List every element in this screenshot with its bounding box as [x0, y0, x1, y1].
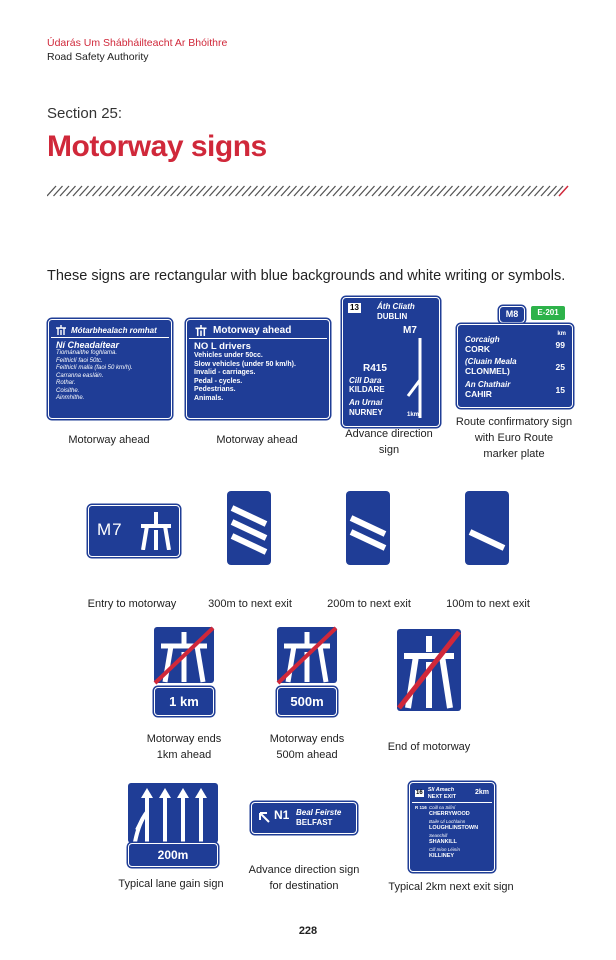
distance-plate: 500m — [278, 688, 336, 715]
countdown-100m-sign — [464, 490, 510, 566]
dest-irish: (Cluain Meala — [465, 357, 517, 366]
caption-destination — [236, 862, 372, 894]
sign-text-line: Feithiclí malla (faoi 50 km/h). — [56, 365, 133, 371]
dest-name: SHANKILL — [429, 838, 457, 845]
dest-name: KILLINEY — [429, 852, 455, 859]
motorway-symbol-icon — [139, 512, 173, 550]
page-number: 228 — [298, 925, 318, 937]
sign-line1: NO L drivers — [194, 341, 251, 352]
route-label: N1 — [274, 808, 290, 822]
route-confirmatory-sign — [458, 325, 572, 407]
caption-ends-1km — [124, 731, 244, 763]
dest-name: CORK — [465, 343, 491, 354]
caption-line: 1km ahead — [156, 749, 212, 761]
sign-text-line: Pedal - cycles. — [194, 377, 243, 385]
motorway-ahead-english-sign — [187, 320, 329, 418]
caption-line: 500m ahead — [276, 749, 338, 761]
dest-irish: Seanchill — [429, 833, 448, 838]
motorway-ahead-irish-sign — [49, 320, 171, 418]
entry-motorway-sign — [89, 506, 179, 556]
sign-text-line: Invalid - carriages. — [194, 369, 256, 376]
motorway-end-symbol-icon — [276, 626, 338, 686]
motorway-icon — [194, 325, 208, 336]
sign-text-line: Carranna easláin. — [56, 372, 104, 379]
dest-irish: An Chathair — [465, 380, 511, 389]
header-english: Road Safety Authority — [47, 51, 149, 63]
exit-destination — [429, 847, 478, 859]
caption-line: Motorway ends — [146, 733, 222, 745]
junction-number: 13 — [350, 303, 359, 312]
sign-header: Mótarbhealach romhat — [71, 325, 157, 335]
dest-name: BELFAST — [296, 818, 333, 827]
dest-distance: 15 — [555, 385, 565, 395]
motorway-end-symbol-icon — [153, 626, 215, 686]
euro-route-plate: E-201 — [531, 306, 565, 320]
caption-line: Route confirmatory sign — [455, 416, 573, 428]
sign-lines — [194, 352, 322, 403]
sign-text-line: Tiománaithe foghlama. — [56, 350, 117, 356]
exit-destination — [429, 805, 478, 817]
dest3-irish: An Urnaí — [349, 398, 383, 407]
caption-100m: 100m to next exit — [446, 598, 530, 610]
sign-text-line: Ainmhithe. — [56, 395, 85, 401]
caption-line: marker plate — [483, 448, 545, 460]
destination-sign — [252, 803, 356, 833]
destination-row — [465, 335, 565, 354]
motorway-icon — [55, 325, 67, 335]
caption-line: Advance direction sign — [248, 864, 360, 876]
countdown-200m-sign — [345, 490, 391, 566]
exit-destination — [429, 819, 478, 831]
dest-distance: 25 — [555, 362, 565, 372]
section-label: Section 25: — [47, 105, 123, 122]
branch-arrow-icon — [405, 338, 435, 418]
dest-name: LOUGHLINSTOWN — [429, 824, 479, 831]
caption-motorway-ahead-1: Motorway ahead — [68, 434, 150, 446]
lane-gain-arrows-icon — [127, 782, 219, 844]
dest1-irish: Áth Cliath — [377, 302, 415, 311]
dest-irish: Beal Feirste — [296, 808, 342, 817]
exit-destination — [429, 833, 478, 845]
intro-text: These signs are rectangular with blue backgrounds and white writing or symbols. — [47, 268, 566, 284]
caption-lane-gain: Typical lane gain sign — [118, 878, 224, 890]
sign-text-line: Rothar. — [56, 380, 76, 386]
dest1: DUBLIN — [377, 312, 408, 321]
caption-end-of-motorway: End of motorway — [387, 741, 471, 753]
dest-irish: Corcaigh — [465, 335, 500, 344]
motorway-ends-1km-sign — [153, 626, 215, 718]
end-of-motorway-sign — [396, 628, 462, 712]
sign-text-line: Vehicles under 50cc. — [194, 352, 263, 359]
page-title: Motorway signs — [47, 130, 267, 163]
dest2: KILDARE — [349, 385, 385, 394]
motorway-ends-500m-sign — [276, 626, 338, 718]
distance-plate: 1 km — [155, 688, 213, 715]
countdown-300m-sign — [226, 490, 272, 566]
advance-direction-sign — [343, 298, 439, 426]
sign-text-line: Animals. — [194, 394, 224, 402]
next-exit-2km-sign — [410, 783, 494, 871]
caption-300m: 300m to next exit — [208, 598, 292, 610]
caption-motorway-ahead-2: Motorway ahead — [216, 434, 298, 446]
dest3: NURNEY — [349, 408, 383, 417]
caption-line: Advance direction — [345, 428, 433, 440]
dest-irish: Cill Iníon Léinín — [429, 847, 461, 852]
caption-advance-direction — [330, 426, 448, 458]
caption-line: for destination — [269, 880, 339, 892]
lane-gain-sign — [127, 782, 219, 866]
distance: 1km — [407, 412, 420, 418]
caption-entry: Entry to motorway — [87, 598, 177, 610]
sign-header: Motorway ahead — [213, 325, 292, 336]
dest-distance: 99 — [555, 340, 565, 350]
route-label: M7 — [97, 520, 123, 539]
next-exit-irish: Slí Amach — [427, 787, 455, 793]
distance-plate: 200m — [129, 844, 217, 866]
destination-row — [465, 380, 565, 399]
caption-route-confirmatory — [448, 414, 580, 462]
road-r415: R415 — [363, 363, 387, 374]
dest2-irish: Cill Dara — [349, 376, 382, 385]
dest-irish: Coill na Silíní — [429, 805, 456, 810]
caption-200m: 200m to next exit — [327, 598, 411, 610]
sign-line1: Ní Cheadaítear — [56, 340, 120, 350]
km-label: km — [557, 331, 566, 337]
next-exit-distance: 2km — [474, 789, 489, 797]
arrow-up-left-icon — [258, 811, 270, 823]
sign-text-line: Feithiclí faoi 50tc. — [56, 357, 103, 364]
caption-line: with Euro Route — [474, 432, 554, 444]
header-irish: Údarás Um Shábháilteacht Ar Bhóithre — [47, 37, 228, 49]
junction-number: 16 — [416, 790, 423, 797]
dest-name: CAHIR — [465, 388, 492, 399]
caption-next-exit: Typical 2km next exit sign — [388, 881, 514, 893]
sign-lines — [56, 350, 164, 403]
road-number: R 116 — [415, 805, 427, 810]
sign-text-line: Pedestrians. — [194, 386, 236, 393]
caption-line: sign — [378, 444, 400, 456]
next-exit-label: NEXT EXIT — [427, 793, 457, 800]
dest-name: CLONMEL) — [465, 365, 510, 376]
dest-irish: Baile Uí Lochlainn — [429, 819, 466, 824]
caption-ends-500m — [247, 731, 367, 763]
hatch-divider — [47, 184, 571, 198]
route-plate: M8 — [500, 307, 524, 322]
dest-name: CHERRYWOOD — [429, 810, 470, 817]
sign-text-line: Coisithe. — [56, 387, 80, 394]
caption-line: Motorway ends — [269, 733, 345, 745]
road-m7: M7 — [403, 325, 417, 336]
sign-text-line: Slow vehicles (under 50 km/h). — [194, 360, 296, 368]
destination-row — [465, 357, 565, 376]
route-marker-plates — [498, 306, 570, 322]
